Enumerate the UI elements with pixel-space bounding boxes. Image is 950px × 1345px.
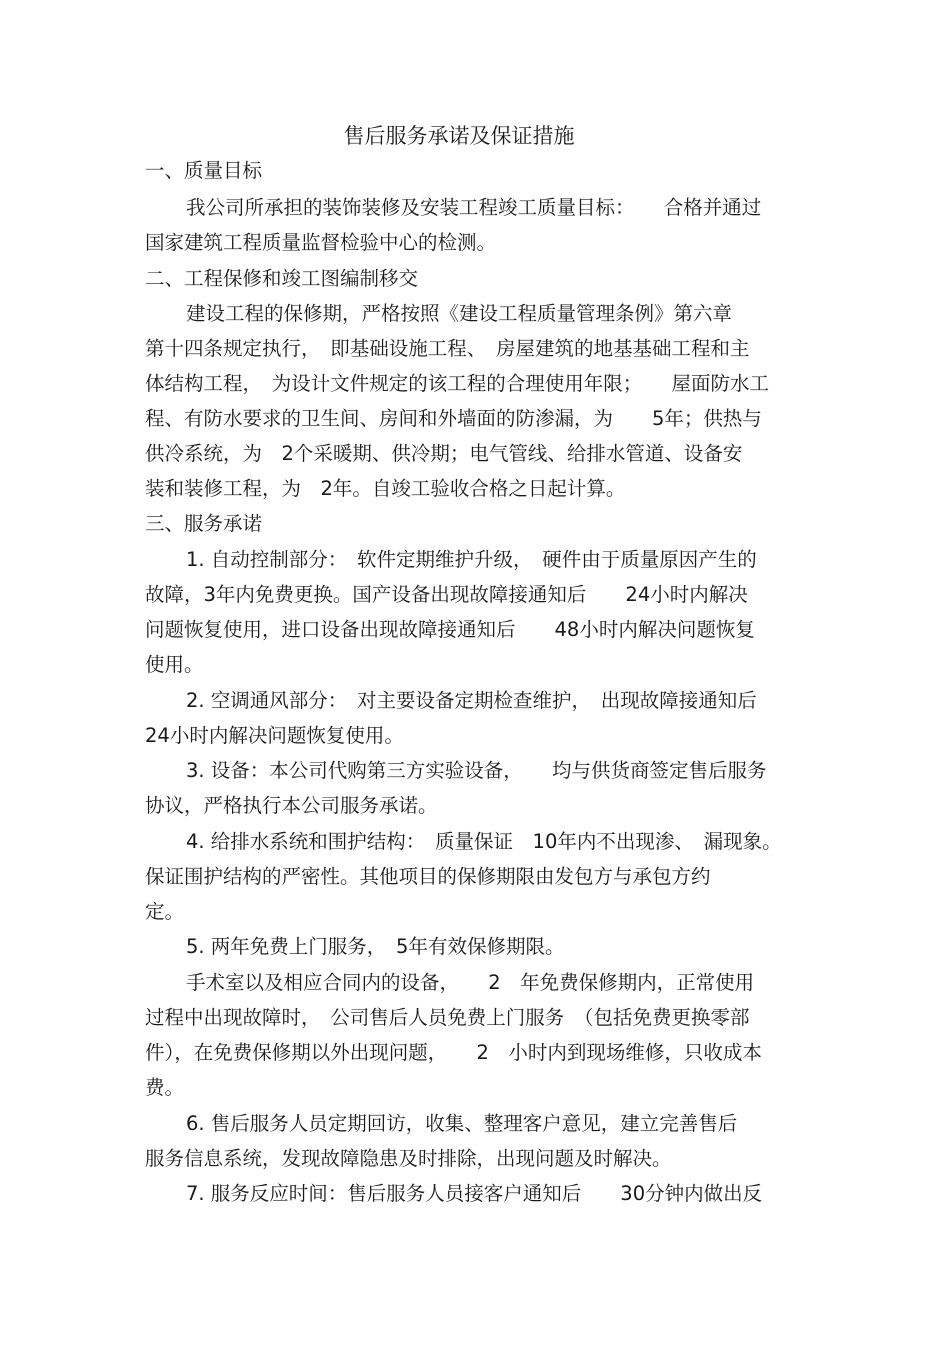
paragraph-line: 6. 售后服务人员定期回访，收集、整理客户意见，建立完善售后 [186, 1112, 738, 1135]
paragraph-line: 手术室以及相应合同内的设备， 2 年免费保修期内，正常使用 [186, 971, 755, 994]
paragraph-line: 装和装修工程，为 2年。自竣工验收合格之日起计算。 [145, 477, 626, 500]
paragraph-line: 国家建筑工程质量监督检验中心的检测。 [145, 231, 497, 254]
paragraph-line: 服务信息系统，发现故障隐患及时排除，出现问题及时解决。 [145, 1147, 672, 1170]
paragraph-line: 使用。 [145, 653, 204, 676]
paragraph-line: 3. 设备：本公司代购第三方实验设备， 均与供货商签定售后服务 [186, 759, 767, 782]
paragraph-line: 费。 [145, 1076, 185, 1099]
paragraph-line: 7. 服务反应时间：售后服务人员接客户通知后 30分钟内做出反 [186, 1182, 763, 1205]
paragraph-line: 供冷系统，为 2个采暖期、供冷期；电气管线、给排水管道、设备安 [145, 442, 743, 465]
section-heading-quality: 一、质量目标 [145, 159, 263, 182]
paragraph-line: 4. 给排水系统和围护结构： 质量保证 10年内不出现渗、 漏现象。 [186, 830, 782, 853]
paragraph-line: 1. 自动控制部分： 软件定期维护升级， 硬件由于质量原因产生的 [186, 548, 757, 571]
section-heading-service: 三、服务承诺 [145, 512, 263, 535]
paragraph-line: 定。 [145, 900, 185, 923]
paragraph-line: 2. 空调通风部分： 对主要设备定期检查维护， 出现故障接通知后 [186, 689, 757, 712]
paragraph-line: 件），在免费保修期以外出现问题， 2 小时内到现场维修，只收成本 [145, 1041, 762, 1064]
paragraph-line: 我公司所承担的装饰装修及安装工程竣工质量目标： 合格并通过 [186, 196, 762, 219]
paragraph-line: 程、有防水要求的卫生间、房间和外墙面的防渗漏，为 5年；供热与 [145, 407, 762, 430]
paragraph-line: 体结构工程， 为设计文件规定的该工程的合理使用年限； 屋面防水工 [145, 372, 770, 395]
document-title: 售后服务承诺及保证措施 [343, 124, 575, 148]
paragraph-line: 问题恢复使用，进口设备出现故障接通知后 48小时内解决问题恢复 [145, 618, 755, 641]
paragraph-line: 建设工程的保修期，严格按照《建设工程质量管理条例》第六章 [186, 302, 733, 325]
paragraph-line: 24小时内解决问题恢复使用。 [145, 724, 404, 747]
section-heading-warranty: 二、工程保修和竣工图编制移交 [145, 267, 419, 290]
paragraph-line: 协议，严格执行本公司服务承诺。 [145, 794, 438, 817]
paragraph-line: 过程中出现故障时， 公司售后人员免费上门服务 （包括免费更换零部 [145, 1006, 750, 1029]
paragraph-line: 5. 两年免费上门服务， 5年有效保修期限。 [186, 935, 565, 958]
paragraph-line: 第十四条规定执行， 即基础设施工程、 房屋建筑的地基基础工程和主 [145, 337, 750, 360]
paragraph-line: 故障，3年内免费更换。国产设备出现故障接通知后 24小时内解决 [145, 583, 748, 606]
paragraph-line: 保证围护结构的严密性。其他项目的保修期限由发包方与承包方约 [145, 865, 711, 888]
